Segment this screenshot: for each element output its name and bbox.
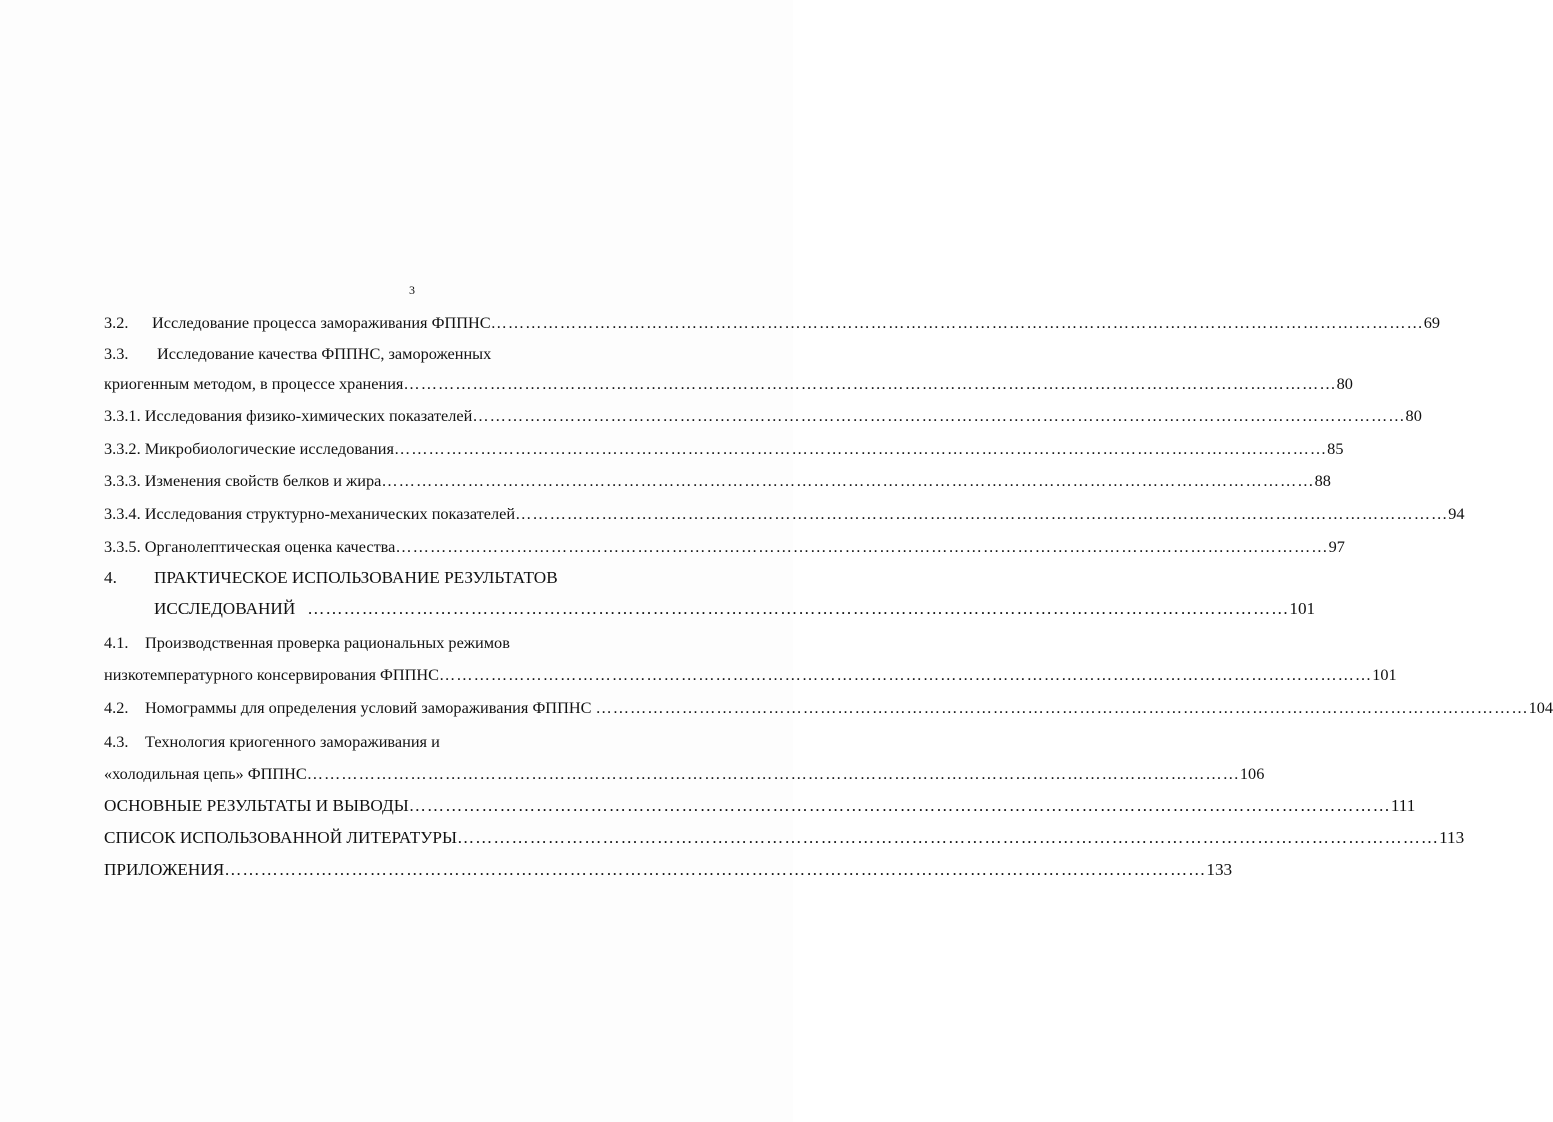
toc-entry-4[interactable] [104,568,558,588]
toc-entry-3-3[interactable] [104,344,491,364]
toc-entry-title: Технология криогенного замораживания и [145,732,440,751]
toc-leader-dots: ……………………………………………………………………………………………………………………………………………… [393,439,1328,458]
toc-entry-references[interactable] [104,828,1465,848]
toc-entry-3-2[interactable] [104,313,1441,333]
toc-entry-4-1[interactable] [104,633,510,653]
toc-leader-dots: ……………………………………………………………………………………………………………………………………………… [408,796,1391,815]
toc-entry-title: 3.3.5. Органолептическая оценка качества [104,537,396,556]
toc-entry-3-3-continued[interactable] [104,374,1353,394]
toc-entry-title: 3.3.3. Изменения свойств белков и жира [104,471,382,490]
toc-entry-appendices[interactable] [104,860,1233,880]
toc-entry-title: ПРИЛОЖЕНИЯ [104,860,225,879]
toc-entry-page: 111 [1390,796,1416,815]
toc-entry-3-3-5[interactable] [104,537,1345,557]
toc-entry-page: 80 [1405,406,1422,425]
toc-leader-dots: ……………………………………………………………………………………………………………………………………………… [307,599,1290,618]
toc-entry-title: ИССЛЕДОВАНИЙ [154,599,296,618]
toc-entry-page: 97 [1328,537,1345,556]
toc-entry-page: 113 [1439,828,1465,847]
toc-leader-dots: ……………………………………………………………………………………………………………………………………………… [490,313,1424,332]
toc-leader-dots: ……………………………………………………………………………………………………………………………………………… [306,764,1240,783]
toc-leader-dots: ……………………………………………………………………………………………………………………………………………… [403,374,1337,393]
toc-entry-number: 3.3. [104,344,129,363]
toc-entry-4-1-continued[interactable] [104,665,1397,685]
toc-entry-number: 4.2. [104,698,129,717]
toc-entry-page: 88 [1314,471,1331,490]
page-number: 3 [409,283,415,297]
toc-entry-title: Исследование качества ФППНС, замороженных [157,344,492,363]
toc-entry-conclusions[interactable] [104,796,1416,816]
toc-entry-title: ПРАКТИЧЕСКОЕ ИСПОЛЬЗОВАНИЕ РЕЗУЛЬТАТОВ [154,568,558,587]
toc-entry-number: 4. [104,568,117,587]
toc-leader-dots: ……………………………………………………………………………………………………………………………………………… [595,698,1529,717]
toc-entry-title: 3.3.2. Микробиологические исследования [104,439,394,458]
toc-entry-title: «холодильная цепь» ФППНС [104,764,307,783]
toc-entry-title: ОСНОВНЫЕ РЕЗУЛЬТАТЫ И ВЫВОДЫ [104,796,409,815]
toc-entry-3-3-1[interactable] [104,406,1422,426]
toc-entry-page: 85 [1327,439,1344,458]
toc-entry-3-3-2[interactable] [104,439,1344,459]
toc-entry-page: 104 [1528,698,1553,717]
toc-entry-page: 133 [1206,860,1233,879]
toc-entry-title: низкотемпературного консервирования ФППНС [104,665,440,684]
toc-leader-dots: ……………………………………………………………………………………………………………………………………………… [381,471,1315,490]
toc-entry-4-3[interactable] [104,732,440,752]
toc-entry-page: 94 [1448,504,1465,523]
toc-entry-4-2[interactable] [104,698,1553,718]
toc-entry-3-3-4[interactable] [104,504,1465,524]
toc-entry-page: 101 [1289,599,1316,618]
toc-entry-4-3-continued[interactable] [104,764,1265,784]
toc-entry-page: 106 [1239,764,1265,783]
toc-entry-3-3-3[interactable] [104,471,1331,491]
toc-leader-dots: ……………………………………………………………………………………………………………………………………………… [472,406,1406,425]
toc-entry-number: 3.2. [104,313,129,332]
toc-leader-dots: ……………………………………………………………………………………………………………………………………………… [456,828,1440,847]
toc-entry-page: 80 [1336,374,1353,393]
toc-entry-page: 101 [1372,665,1397,684]
toc-entry-number: 4.3. [104,732,129,751]
toc-leader-dots: ……………………………………………………………………………………………………………………………………………… [224,860,1207,879]
toc-leader-dots: ……………………………………………………………………………………………………………………………………………… [395,537,1329,556]
toc-leader-dots: ……………………………………………………………………………………………………………………………………………… [515,504,1449,523]
toc-entry-4-continued[interactable] [154,599,1316,619]
toc-entry-title: криогенным методом, в процессе хранения [104,374,404,393]
toc-entry-page: 69 [1423,313,1441,332]
toc-entry-title: Номограммы для определения условий замораживания ФППНС [145,698,592,717]
toc-entry-title: 3.3.4. Исследования структурно-механических показателей [104,504,516,523]
toc-leader-dots: ……………………………………………………………………………………………………………………………………………… [439,665,1373,684]
toc-entry-title: Производственная проверка рациональных режимов [145,633,510,652]
toc-entry-title: 3.3.1. Исследования физико-химических показателей [104,406,473,425]
toc-entry-number: 4.1. [104,633,129,652]
toc-entry-title: Исследование процесса замораживания ФППНС [152,313,491,332]
toc-entry-title: СПИСОК ИСПОЛЬЗОВАННОЙ ЛИТЕРАТУРЫ [104,828,457,847]
